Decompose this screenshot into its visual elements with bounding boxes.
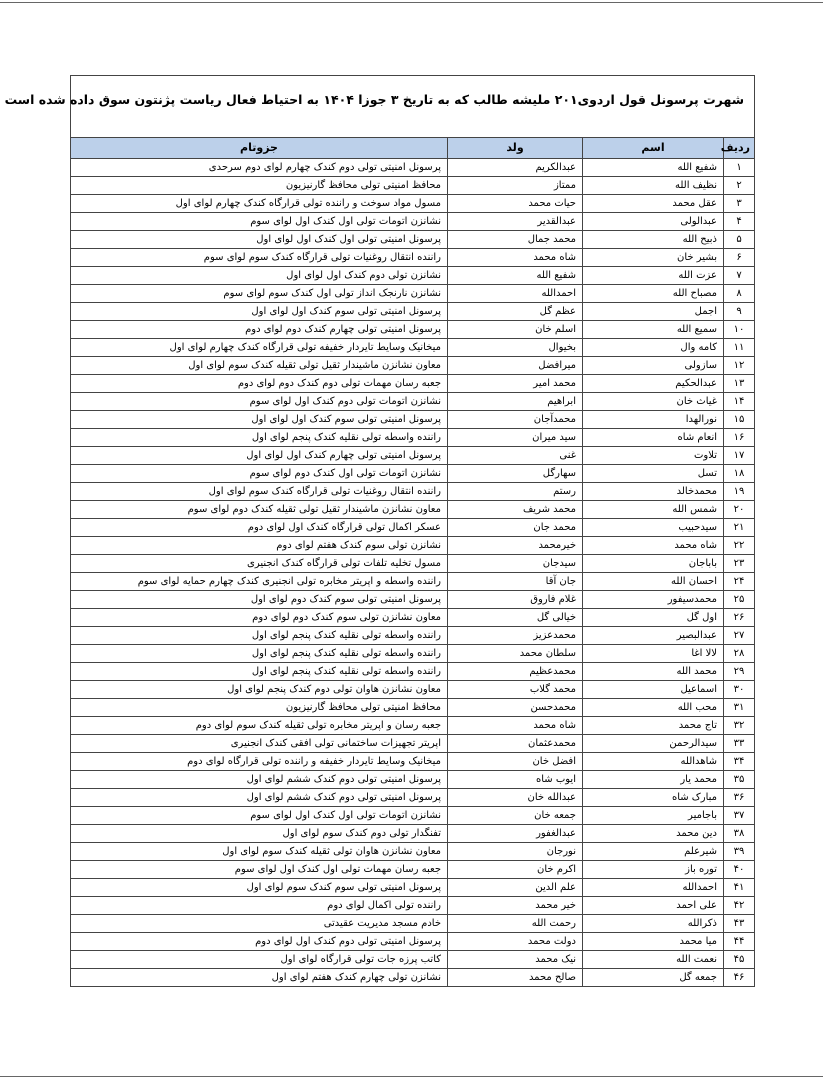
row-name: محمد الله [583,663,724,681]
row-name: تسل [583,465,724,483]
row-unit: راننده واسطه تولی نقلیه کندک پنجم لوای اول [71,645,448,663]
header-name: اسم [583,138,724,159]
row-name: مصباح الله [583,285,724,303]
row-unit: راننده واسطه تولی نقلیه کندک پنجم لوای اول [71,627,448,645]
row-index: ۶ [724,249,755,267]
row-unit: معاون نشانزن هاوان تولی دوم کندک پنجم لوای اول [71,681,448,699]
table-row [71,663,755,681]
row-name: ذبیح الله [583,231,724,249]
table-row [71,393,755,411]
row-name: محمدخالد [583,483,724,501]
row-unit: پرسونل امنیتی تولی چهارم کندک اول لوای اول [71,447,448,465]
table-row [71,537,755,555]
row-name: باجامیر [583,807,724,825]
row-name: عزت الله [583,267,724,285]
table-row [71,753,755,771]
table-row [71,897,755,915]
table-row [71,519,755,537]
row-index: ۲ [724,177,755,195]
row-father-name: رستم [448,483,583,501]
row-unit: مسول مواد سوخت و راننده تولی قرارگاه کندک چهارم لوای اول [71,195,448,213]
table-row [71,627,755,645]
row-unit: جعبه رسان و اپریتر مخابره تولی ثقیله کندک سوم لوای دوم [71,717,448,735]
row-unit: راننده واسطه تولی نقلیه کندک پنجم لوای اول [71,429,448,447]
row-index: ۱۱ [724,339,755,357]
row-unit: خادم مسجد مدیریت عقیدتی [71,915,448,933]
table-row [71,483,755,501]
row-index: ۲۷ [724,627,755,645]
row-father-name: محمدعزیز [448,627,583,645]
table-row [71,501,755,519]
row-unit: پرسونل امنیتی تولی سوم کندک اول لوای اول [71,303,448,321]
row-father-name: غنی [448,447,583,465]
row-unit: پرسونل امنیتی تولی سوم کندک دوم لوای اول [71,591,448,609]
row-index: ۲۴ [724,573,755,591]
row-name: سیدالرحمن [583,735,724,753]
row-father-name: بخیوال [448,339,583,357]
table-row [71,609,755,627]
row-index: ۳۵ [724,771,755,789]
table-row [71,429,755,447]
row-father-name: دولت محمد [448,933,583,951]
row-index: ۳۰ [724,681,755,699]
row-unit: راننده تولی اکمال لوای دوم [71,897,448,915]
row-father-name: شاه محمد [448,249,583,267]
table-row [71,285,755,303]
table-row [71,951,755,969]
row-unit: نشانزن اتومات تولی دوم کندک اول لوای سوم [71,393,448,411]
row-index: ۱۵ [724,411,755,429]
row-father-name: عبدالله خان [448,789,583,807]
row-unit: پرسونل امنیتی تولی دوم کندک اول لوای دوم [71,933,448,951]
table-row [71,213,755,231]
row-father-name: محمد گلاب [448,681,583,699]
row-father-name: جان آقا [448,573,583,591]
row-name: ذکرالله [583,915,724,933]
row-index: ۳ [724,195,755,213]
row-father-name: ممتاز [448,177,583,195]
row-index: ۲۶ [724,609,755,627]
table-row [71,267,755,285]
row-name: سمیع الله [583,321,724,339]
row-name: کامه وال [583,339,724,357]
row-father-name: سهارگل [448,465,583,483]
row-index: ۱۰ [724,321,755,339]
row-unit: محافظ امنیتی تولی محافظ گارنیزیون [71,177,448,195]
row-father-name: خیالی گل [448,609,583,627]
row-name: سیدحبیب [583,519,724,537]
row-father-name: محمدعثمان [448,735,583,753]
header-unit: جزوتام [71,138,448,159]
table-row [71,159,755,177]
table-row [71,645,755,663]
table-row [71,195,755,213]
row-unit: پرسونل امنیتی تولی چهارم کندک دوم لوای دوم [71,321,448,339]
row-unit: میخانیک وسایط تایردار خفیفه و راننده تولی قرارگاه لوای دوم [71,753,448,771]
row-father-name: محمد شریف [448,501,583,519]
row-father-name: محمدعظیم [448,663,583,681]
row-name: غیاث خان [583,393,724,411]
table-row [71,807,755,825]
row-name: شمس الله [583,501,724,519]
row-index: ۲۲ [724,537,755,555]
row-unit: پرسونل امنیتی تولی دوم کندک ششم لوای اول [71,789,448,807]
row-father-name: نورجان [448,843,583,861]
row-index: ۳۱ [724,699,755,717]
row-index: ۴۱ [724,879,755,897]
row-father-name: محمد جان [448,519,583,537]
row-index: ۴۳ [724,915,755,933]
row-unit: پرسونل امنیتی تولی سوم کندک اول لوای اول [71,411,448,429]
row-unit: تفنگدار تولی دوم کندک سوم لوای اول [71,825,448,843]
row-name: محمدسیفور [583,591,724,609]
row-father-name: خیر محمد [448,897,583,915]
row-name: محب الله [583,699,724,717]
row-unit: نشانزن اتومات تولی اول کندک اول لوای سوم [71,213,448,231]
table-row [71,933,755,951]
row-index: ۱۳ [724,375,755,393]
row-name: شاه محمد [583,537,724,555]
row-unit: اپریتر تجهیزات ساختمانی تولی افقی کندک انجنیری [71,735,448,753]
row-index: ۴ [724,213,755,231]
table-row [71,357,755,375]
row-name: شاهدالله [583,753,724,771]
table-row [71,861,755,879]
row-father-name: عظم گل [448,303,583,321]
row-name: احمدالله [583,879,724,897]
row-index: ۱۲ [724,357,755,375]
row-father-name: افضل خان [448,753,583,771]
row-index: ۳۴ [724,753,755,771]
table-row [71,339,755,357]
row-father-name: عبدالقدیر [448,213,583,231]
row-unit: نشانزن تولی چهارم کندک هفتم لوای اول [71,969,448,987]
row-unit: پرسونل امنیتی تولی دوم کندک ششم لوای اول [71,771,448,789]
row-name: اول گل [583,609,724,627]
row-index: ۳۷ [724,807,755,825]
row-name: دین محمد [583,825,724,843]
row-index: ۲۵ [724,591,755,609]
row-name: نظیف الله [583,177,724,195]
row-unit: راننده واسطه تولی نقلیه کندک پنجم لوای اول [71,663,448,681]
row-unit: راننده انتقال روغنیات تولی قرارگاه کندک سوم لوای سوم [71,249,448,267]
row-index: ۴۲ [724,897,755,915]
row-index: ۱۸ [724,465,755,483]
row-father-name: ایوب شاه [448,771,583,789]
row-index: ۳۶ [724,789,755,807]
row-name: محمد یار [583,771,724,789]
row-name: عقل محمد [583,195,724,213]
row-unit: کاتب پرزه جات تولی قرارگاه لوای اول [71,951,448,969]
row-unit: عسکر اکمال تولی قرارگاه کندک اول لوای دوم [71,519,448,537]
row-name: نورالهدا [583,411,724,429]
row-father-name: سلطان محمد [448,645,583,663]
table-row [71,771,755,789]
row-index: ۴۶ [724,969,755,987]
table-row [71,249,755,267]
row-name: توره باز [583,861,724,879]
row-name: نعمت الله [583,951,724,969]
row-father-name: محمد جمال [448,231,583,249]
row-unit: راننده واسطه و اپریتر مخابره تولی انجنیری کندک چهارم حمایه لوای سوم [71,573,448,591]
row-father-name: میرافضل [448,357,583,375]
row-name: لالا اغا [583,645,724,663]
row-name: شفیع الله [583,159,724,177]
table-row [71,825,755,843]
row-father-name: محمدحسن [448,699,583,717]
row-index: ۱۷ [724,447,755,465]
row-name: تاج محمد [583,717,724,735]
row-unit: معاون نشانزن ماشیندار ثقیل تولی ثقیله کندک سوم لوای اول [71,357,448,375]
top-border-line [0,2,823,3]
row-index: ۱۴ [724,393,755,411]
row-unit: نشانزن اتومات تولی اول کندک دوم لوای سوم [71,465,448,483]
bottom-border-line [0,1076,823,1077]
row-index: ۳۳ [724,735,755,753]
row-father-name: نیک محمد [448,951,583,969]
row-unit: معاون نشانزن تولی سوم کندک دوم لوای دوم [71,609,448,627]
row-father-name: محمد امیر [448,375,583,393]
row-index: ۲۱ [724,519,755,537]
row-unit: نشانزن نارنجک انداز تولی اول کندک سوم لوای سوم [71,285,448,303]
row-father-name: اکرم خان [448,861,583,879]
row-father-name: رحمت الله [448,915,583,933]
row-index: ۵ [724,231,755,249]
row-index: ۲۸ [724,645,755,663]
row-father-name: محمدآجان [448,411,583,429]
row-name: شیرعلم [583,843,724,861]
row-index: ۹ [724,303,755,321]
table-row [71,699,755,717]
row-father-name: سیدجان [448,555,583,573]
row-index: ۱۹ [724,483,755,501]
row-name: باباجان [583,555,724,573]
row-index: ۳۲ [724,717,755,735]
header-father: ولد [448,138,583,159]
table-row [71,411,755,429]
row-father-name: عبدالغفور [448,825,583,843]
table-row [71,555,755,573]
row-father-name: شاه محمد [448,717,583,735]
row-name: عبدالولی [583,213,724,231]
document-title: شهرت پرسونل قول اردوی۲۰۱ ملیشه طالب که به تاریخ ۳ جوزا ۱۴۰۴ به احتیاط فعال ریاست پژنتون سوق داده شده است [71,76,755,138]
table-row [71,177,755,195]
row-name: عبدالبصیر [583,627,724,645]
row-index: ۴۴ [724,933,755,951]
row-name: انعام شاه [583,429,724,447]
row-unit: محافظ امنیتی تولی محافظ گارنیزیون [71,699,448,717]
table-row [71,681,755,699]
row-father-name: غلام فاروق [448,591,583,609]
row-father-name: سید میران [448,429,583,447]
table-row [71,303,755,321]
row-name: علی احمد [583,897,724,915]
row-unit: میخانیک وسایط تایردار خفیفه تولی قرارگاه کندک چهارم لوای اول [71,339,448,357]
header-index: ردیف [724,138,755,159]
row-father-name: اسلم خان [448,321,583,339]
row-index: ۱۶ [724,429,755,447]
personnel-table [4,75,755,987]
row-father-name: شفیع الله [448,267,583,285]
row-index: ۲۹ [724,663,755,681]
row-index: ۳۹ [724,843,755,861]
row-name: مبارک شاه [583,789,724,807]
row-father-name: احمدالله [448,285,583,303]
row-unit: پرسونل امنیتی تولی اول کندک اول لوای اول [71,231,448,249]
row-unit: جعبه رسان مهمات تولی دوم کندک دوم لوای دوم [71,375,448,393]
table-row [71,573,755,591]
row-index: ۴۵ [724,951,755,969]
row-name: جمعه گل [583,969,724,987]
table-row [71,915,755,933]
row-unit: نشانزن اتومات تولی اول کندک اول لوای سوم [71,807,448,825]
table-row [71,231,755,249]
row-index: ۸ [724,285,755,303]
table-row [71,375,755,393]
row-name: تلاوت [583,447,724,465]
row-index: ۱ [724,159,755,177]
row-father-name: جمعه خان [448,807,583,825]
table-row [71,465,755,483]
row-name: بشیر خان [583,249,724,267]
row-name: عبدالحکیم [583,375,724,393]
row-name: اجمل [583,303,724,321]
row-unit: راننده انتقال روغنیات تولی قرارگاه کندک سوم لوای اول [71,483,448,501]
table-row [71,735,755,753]
row-name: سازولی [583,357,724,375]
row-name: میا محمد [583,933,724,951]
table-header-row [71,138,755,159]
row-name: احسان الله [583,573,724,591]
row-unit: نشانزن تولی سوم کندک هفتم لوای دوم [71,537,448,555]
row-index: ۳۸ [724,825,755,843]
table-body [71,159,755,987]
row-father-name: علم الدین [448,879,583,897]
table-row [71,969,755,987]
row-index: ۲۰ [724,501,755,519]
row-unit: پرسونل امنیتی تولی دوم کندک چهارم لوای دوم سرحدی [71,159,448,177]
row-name: اسماعیل [583,681,724,699]
table-row [71,789,755,807]
row-index: ۷ [724,267,755,285]
table-row [71,717,755,735]
row-index: ۴۰ [724,861,755,879]
row-unit: نشانزن تولی دوم کندک اول لوای اول [71,267,448,285]
table-row [71,591,755,609]
row-father-name: عبدالکریم [448,159,583,177]
row-unit: جعبه رسان مهمات تولی اول کندک اول لوای سوم [71,861,448,879]
table-row [71,843,755,861]
table-row [71,321,755,339]
row-father-name: حیات محمد [448,195,583,213]
row-unit: معاون نشانزن هاوان تولی ثقیله کندک سوم لوای اول [71,843,448,861]
table-row [71,447,755,465]
row-unit: معاون نشانزن ماشیندار ثقیل تولی ثقیله کندک دوم لوای سوم [71,501,448,519]
table-row [71,879,755,897]
row-father-name: ابراهیم [448,393,583,411]
row-index: ۲۳ [724,555,755,573]
row-unit: مسول تخلیه تلفات تولی قرارگاه کندک انجنیری [71,555,448,573]
row-unit: پرسونل امنیتی تولی سوم کندک سوم لوای اول [71,879,448,897]
row-father-name: صالح محمد [448,969,583,987]
row-father-name: خیرمحمد [448,537,583,555]
